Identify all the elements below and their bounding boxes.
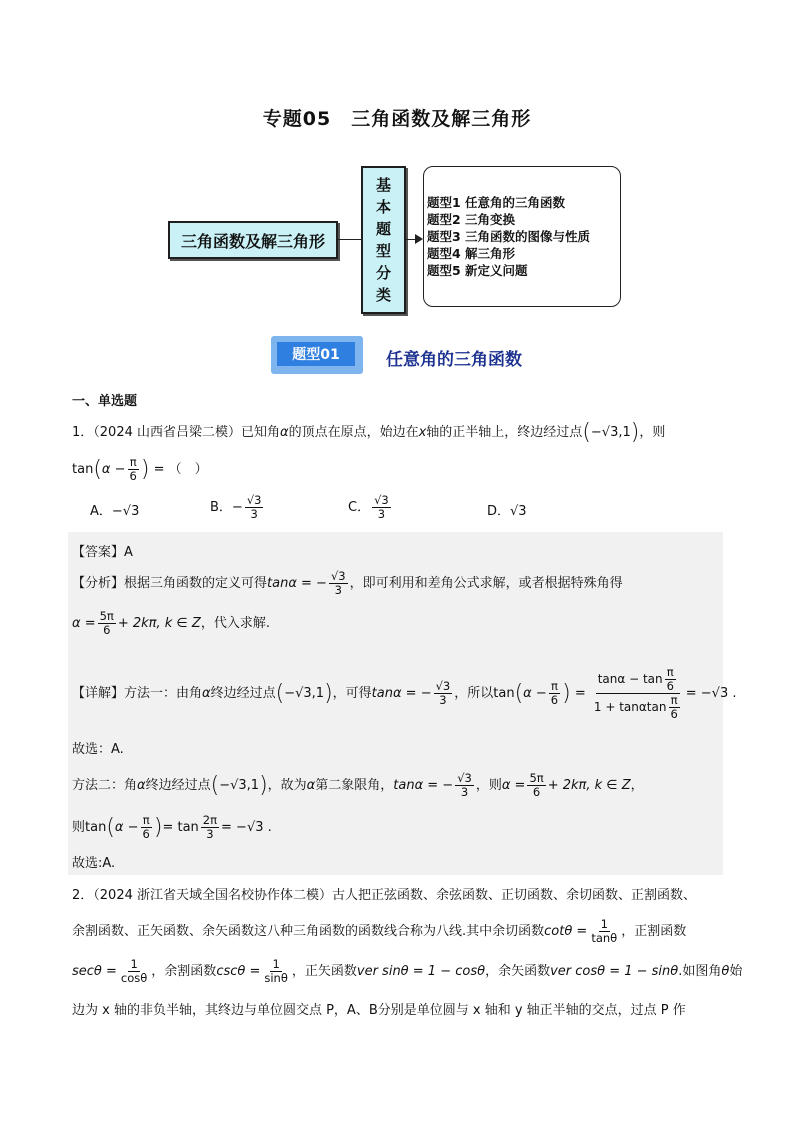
category-char: 类 [375,286,391,304]
type-badge-label: 题型01 [277,342,355,366]
q1-stem-line1: 1．（2024 山西省吕梁二模）已知角α的顶点在原点，始边在x轴的正半轴上，终边经过点(−√3,1)，则 [72,420,666,445]
topic-item: 题型5 新定义问题 [427,263,528,278]
topic-item: 题型4 解三角形 [427,246,516,261]
answer-label: 【答案】A [72,545,133,560]
category-char: 型 [375,242,391,260]
method2-line1: 方法二：角α终边经过点(−√3,1)，故为α第二象限角，tanα = − $\frac{√3}{3}$ ，则α = $\frac{5\pi}{6}$ + 2kπ, k ∈ Z， [72,771,644,799]
arrow-right-icon [415,234,423,244]
analysis-line2: α = $\frac{5\pi}{6}$ + 2kπ, k ∈ Z，代入求解. [72,609,270,637]
q1-option-c: C． $\frac{√3}{3}$ [348,493,389,521]
q2-line1: 2．（2024 浙江省天域全国名校协作体二模）古人把正弦函数、余弦函数、正切函数、余切函数、正割函数、 [72,888,696,903]
detail-line1: 【详解】方法一：由角α终边经过点(−√3,1)，可得tanα = − $\frac{√3}{3}$ ，所以tan(α − $\frac{\pi}{6}$ ) = tanα − tan $\frac{\pi}{6}$ 1 + tanαtan $\frac{\pi}{6}$ = −√3 . [72,665,737,721]
topic-item: 题型1 任意角的三角函数 [427,195,566,210]
q2-line4: 边为 x 轴的非负半轴，其终边与单位圆交点 P，A、B分别是单位圆与 x 轴和 y 轴正半轴的交点，过点 P 作 [72,1003,686,1018]
mindmap-category-node [361,166,406,314]
section-heading: 一、单选题 [72,394,138,409]
analysis-line1: 【分析】根据三角函数的定义可得tanα = − $\frac{√3}{3}$ ，即可利用和差角公式求解，或者根据特殊角得 [72,569,623,597]
category-char: 分 [375,264,391,282]
pick-2: 故选:A. [72,856,116,871]
topic-item: 题型2 三角变换 [427,212,516,227]
page-title: 专题05 三角函数及解三角形 [262,108,532,130]
category-char: 题 [375,220,391,238]
mindmap-main-node: 三角函数及解三角形 [168,221,338,259]
type-title: 任意角的三角函数 [386,350,522,370]
mindmap-topic-list [423,166,621,307]
category-char: 本 [375,198,391,216]
q2-line2: 余割函数、正矢函数、余矢函数这八种三角函数的函数线合称为八线.其中余切函数cotθ = $\frac{1}{\tan\theta}$ ，正割函数 [72,917,687,945]
q1-option-b: B．− $\frac{√3}{3}$ [210,493,262,521]
pick-1: 故选：A. [72,742,124,757]
q2-line3: secθ = $\frac{1}{\cos\theta}$ ，余割函数cscθ = $\frac{1}{\sin\theta}$ ，正矢函数ver sinθ = 1 − cosθ，余矢函数ver cosθ = 1 − sinθ.如图角θ始 [72,957,743,985]
topic-item: 题型3 三角函数的图像与性质 [427,229,591,244]
q1-option-d: D．√3 [487,504,527,519]
category-char: 基 [375,176,391,194]
type-badge [271,336,363,374]
q1-option-a: A．−√3 [90,504,140,519]
mindmap-connector [338,239,362,240]
point-coord: −√3,1 [590,425,631,440]
method2-line2: 则tan(α − $\frac{\pi}{6}$ )= tan $\frac{2\pi}{3}$ = −√3 . [72,813,272,841]
q1-stem-line2: tan(α − $\frac{\pi}{6}$ ) = （ ） [72,455,208,483]
